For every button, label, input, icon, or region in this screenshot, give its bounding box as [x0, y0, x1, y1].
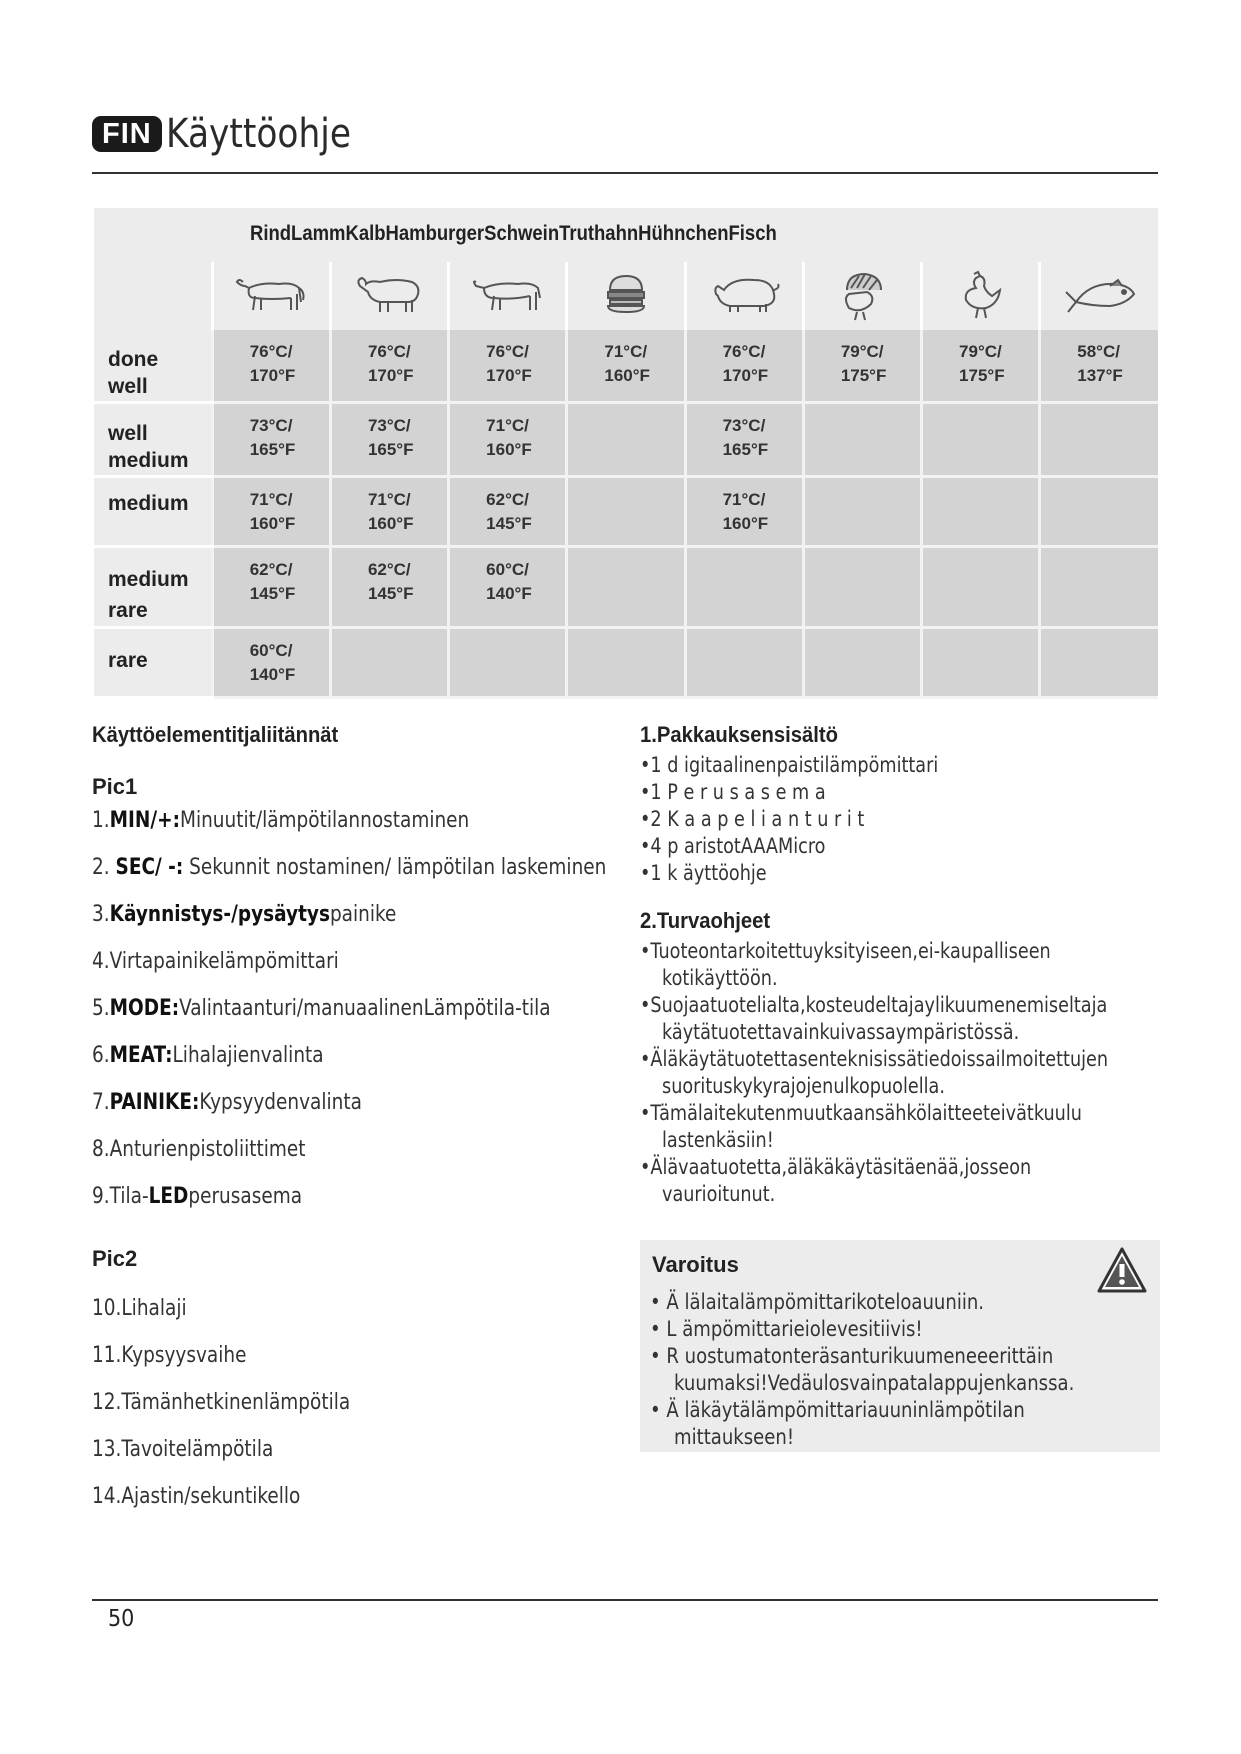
page-number: 50 — [108, 1606, 135, 1632]
list-item: •1 P e r u s a s e m a — [640, 780, 826, 804]
temp-cell — [803, 546, 921, 627]
doneness-label: medium rare — [94, 546, 212, 627]
temp-cell — [1040, 546, 1158, 627]
temp-cell — [803, 627, 921, 697]
temp-cell — [567, 627, 685, 697]
list-item: •Tuoteontarkoitettuyksityiseen,ei-kaupalliseen — [640, 939, 1051, 963]
list-item: käytätuotettavainkuivassaympäristössä. — [662, 1020, 1020, 1044]
temp-cell — [1040, 402, 1158, 476]
meat-name: Schwein — [484, 222, 560, 245]
list-item: • Ä lälaitalämpömittarikoteloauuniin. — [650, 1290, 985, 1314]
list-item: •1 d igitaalinenpaistilämpömittari — [640, 753, 939, 777]
doneness-label: well medium — [94, 402, 212, 476]
temp-cell: 79°C/ 175°F — [922, 330, 1040, 402]
list-item: 6.MEAT:Lihalajienvalinta — [92, 1043, 324, 1068]
temp-cell: 71°C/ 160°F — [449, 402, 567, 476]
list-item: 3.Käynnistys-/pysäytyspainike — [92, 902, 397, 927]
list-item: • Ä läkäytälämpömittariauuninlämpötilan — [650, 1398, 1025, 1422]
footer-rule — [92, 1599, 1158, 1601]
list-item: 7.PAINIKE:Kypsyydenvalinta — [92, 1090, 362, 1115]
temp-cell: 60°C/ 140°F — [212, 627, 330, 697]
list-item: •Älävaatuotetta,äläkäkäytäsitäenää,josseon — [640, 1155, 1032, 1179]
temp-cell — [567, 402, 685, 476]
temp-cell: 79°C/ 175°F — [803, 330, 921, 402]
temp-cell — [685, 627, 803, 697]
cooking-temperature-table — [94, 208, 1158, 699]
lamb-icon — [330, 262, 448, 330]
list-item: kuumaksi!Vedäulosvainpatalappujenkanssa. — [674, 1371, 1075, 1395]
meat-name: Hühnchen — [638, 222, 729, 245]
meat-names-header — [250, 222, 777, 246]
turkey-icon — [803, 262, 921, 330]
temp-cell — [1040, 627, 1158, 697]
list-item: •Tämälaitekutenmuutkaansähkölaitteeteivätkuulu — [640, 1101, 1082, 1125]
temp-cell — [567, 546, 685, 627]
temp-cell: 71°C/ 160°F — [330, 476, 448, 546]
temp-cell: 62°C/ 145°F — [330, 546, 448, 627]
list-item: 2. SEC/ -: Sekunnit nostaminen/ lämpötilan laskeminen — [92, 855, 607, 880]
temp-cell — [922, 546, 1040, 627]
temp-cell: 60°C/ 140°F — [449, 546, 567, 627]
doneness-label: rare — [94, 627, 212, 697]
doneness-label: done well — [94, 330, 212, 402]
temp-cell: 76°C/ 170°F — [212, 330, 330, 402]
warning-triangle-icon — [1096, 1246, 1148, 1299]
temp-cell: 76°C/ 170°F — [685, 330, 803, 402]
cow-icon — [212, 262, 330, 330]
temp-cell: 62°C/ 145°F — [449, 476, 567, 546]
list-item: lastenkäsiin! — [662, 1128, 774, 1152]
temp-cell: 71°C/ 160°F — [685, 476, 803, 546]
doneness-label: medium — [94, 476, 212, 546]
table-row — [94, 476, 1158, 546]
pic2-heading: Pic2 — [92, 1246, 138, 1271]
list-item: 1.MIN/+:Minuutit/lämpötilannostaminen — [92, 808, 470, 833]
list-item: •Suojaatuotelialta,kosteudeltajaylikuumenemiseltaja — [640, 993, 1108, 1017]
list-item: •Äläkäytätuotettasenteknisissätiedoissailmoitettujen — [640, 1047, 1109, 1071]
list-item: mittaukseen! — [674, 1425, 795, 1449]
temp-cell: 73°C/ 165°F — [212, 402, 330, 476]
table-row — [94, 330, 1158, 402]
meat-name: Lamm — [291, 222, 346, 245]
list-item: 8.Anturienpistoliittimet — [92, 1137, 306, 1162]
list-item: vaurioitunut. — [662, 1182, 776, 1206]
list-item: 4.Virtapainikelämpömittari — [92, 949, 339, 974]
temp-cell: 73°C/ 165°F — [330, 402, 448, 476]
list-item: 14.Ajastin/sekuntikello — [92, 1484, 301, 1509]
language-badge: FIN — [92, 116, 162, 152]
hamburger-icon — [567, 262, 685, 330]
temp-cell — [685, 546, 803, 627]
meat-name: Truthahn — [559, 222, 639, 245]
temp-cell — [803, 476, 921, 546]
temp-cell — [922, 402, 1040, 476]
temp-cell — [1040, 476, 1158, 546]
meat-name: Kalb — [345, 222, 386, 245]
calf-icon — [449, 262, 567, 330]
temp-cell: 73°C/ 165°F — [685, 402, 803, 476]
temp-cell — [567, 476, 685, 546]
temp-cell — [922, 627, 1040, 697]
page-header — [92, 104, 381, 164]
table-row — [94, 402, 1158, 476]
temp-cell — [803, 402, 921, 476]
list-item: 11.Kypsyysvaihe — [92, 1343, 247, 1368]
meat-name: Rind — [250, 222, 292, 245]
controls-section — [92, 722, 652, 1509]
table-row — [94, 546, 1158, 627]
list-item: 5.MODE:Valintaanturi/manuaalinenLämpötila-tila — [92, 996, 551, 1021]
list-item: • L ämpömittarieiolevesitiivis! — [650, 1317, 923, 1341]
temp-cell: 76°C/ 170°F — [330, 330, 448, 402]
list-item: •2 K a a p e l i a n t u r i t — [640, 807, 865, 831]
list-item: 9.Tila-LEDperusasema — [92, 1184, 303, 1209]
warning-box — [640, 1240, 1160, 1452]
temp-cell: 58°C/ 137°F — [1040, 330, 1158, 402]
safety-heading: 2.Turvaohjeet — [640, 908, 771, 933]
list-item: 13.Tavoitelämpötila — [92, 1437, 274, 1462]
package-contents-heading: 1.Pakkauksensisältö — [640, 722, 839, 747]
list-item: • R uostumatonteräsanturikuumeneeerittäin — [650, 1344, 1054, 1368]
meat-name: Hamburger — [385, 222, 485, 245]
controls-heading: Käyttöelementitjaliitännät — [92, 722, 339, 747]
list-item: •4 p aristotAAAMicro — [640, 834, 826, 858]
temp-cell: 76°C/ 170°F — [449, 330, 567, 402]
temp-cell: 71°C/ 160°F — [212, 476, 330, 546]
list-item: •1 k äyttöohje — [640, 861, 767, 885]
list-item: 10.Lihalaji — [92, 1296, 187, 1321]
pig-icon — [685, 262, 803, 330]
temp-cell: 62°C/ 145°F — [212, 546, 330, 627]
fish-icon — [1040, 262, 1158, 330]
temp-cell: 71°C/ 160°F — [567, 330, 685, 402]
temp-cell — [330, 627, 448, 697]
temp-cell — [922, 476, 1040, 546]
page-title: Käyttöohje — [165, 111, 351, 157]
warning-title: Varoitus — [652, 1252, 739, 1277]
header-rule — [92, 172, 1158, 174]
chicken-icon — [922, 262, 1040, 330]
meat-name: Fisch — [728, 222, 778, 245]
pic1-heading: Pic1 — [92, 774, 138, 799]
list-item: suorituskykyrajojenulkopuolella. — [662, 1074, 945, 1098]
list-item: 12.Tämänhetkinenlämpötila — [92, 1390, 351, 1415]
list-item: kotikäyttöön. — [662, 966, 778, 990]
temp-cell — [449, 627, 567, 697]
table-row — [94, 627, 1158, 697]
